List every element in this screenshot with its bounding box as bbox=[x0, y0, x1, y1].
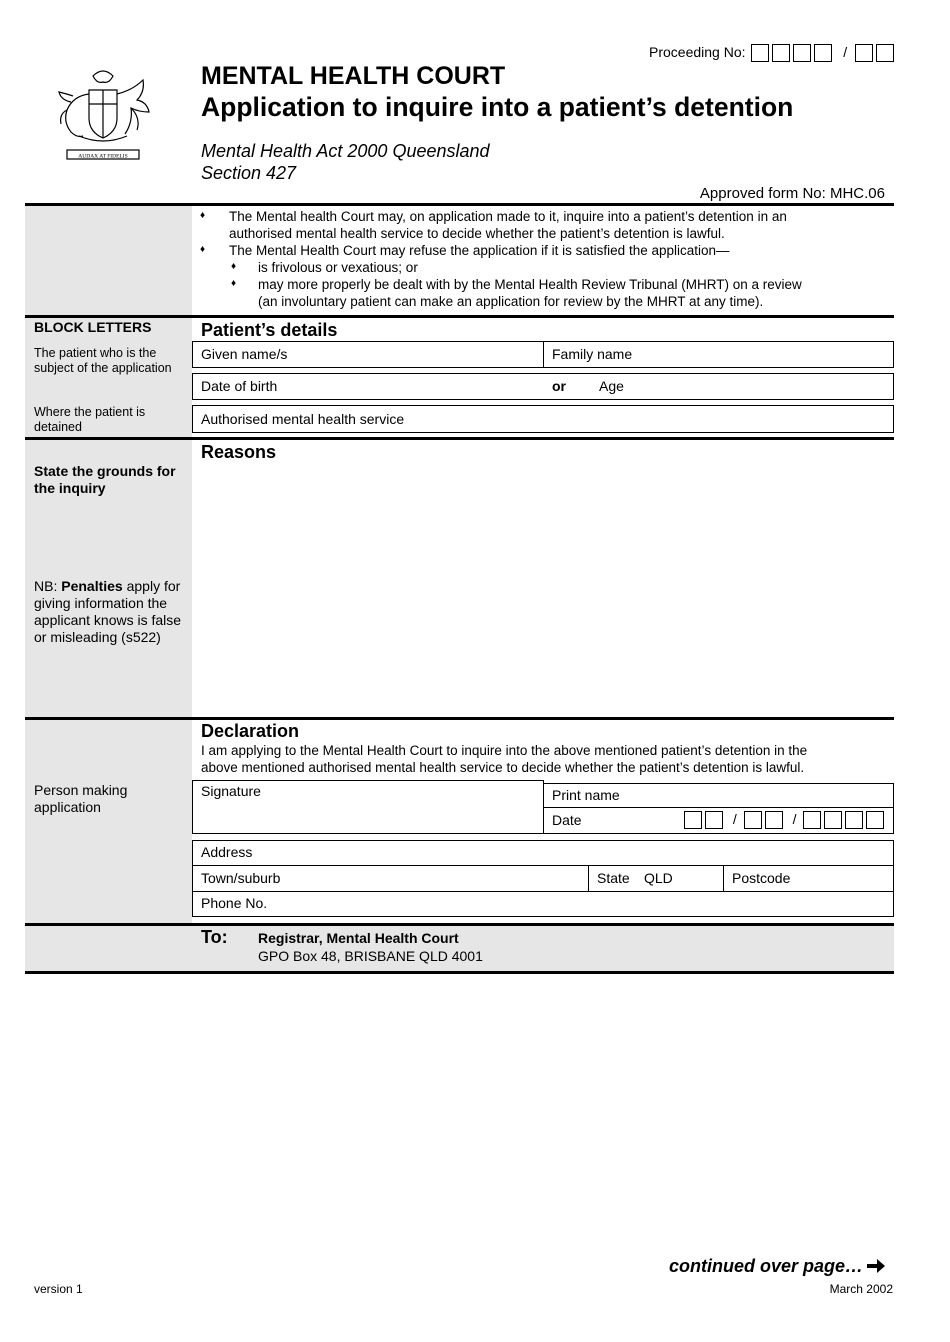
proceeding-box[interactable] bbox=[876, 44, 894, 62]
date-digit-box[interactable] bbox=[744, 811, 762, 829]
date-digit-box[interactable] bbox=[866, 811, 884, 829]
intro-bullet-line: is frivolous or vexatious; or bbox=[258, 260, 418, 275]
continued-note bbox=[600, 1256, 886, 1277]
mental-health-service-label: Authorised mental health service bbox=[201, 411, 405, 427]
diamond-bullet-icon: ♦ bbox=[231, 278, 237, 289]
print-name-label: Print name bbox=[552, 787, 620, 803]
phone-label: Phone No. bbox=[201, 895, 268, 911]
version-label: version 1 bbox=[34, 1282, 83, 1296]
divider bbox=[25, 971, 894, 974]
date-digit-box[interactable] bbox=[803, 811, 821, 829]
signature-label: Signature bbox=[201, 783, 261, 799]
to-label: To: bbox=[201, 927, 228, 947]
date-boxes bbox=[684, 811, 887, 829]
nb-label: NB: bbox=[34, 578, 58, 594]
crest-motto: AUDAX AT FIDELIS bbox=[78, 153, 128, 160]
declaration-line: above mentioned authorised mental health service to decide whether the patient’s detention is lawful. bbox=[201, 760, 805, 775]
reasons-title: Reasons bbox=[201, 442, 277, 462]
continued-text: continued over page… bbox=[668, 1256, 863, 1276]
person-making-application-note: Person making application bbox=[34, 782, 128, 815]
proceeding-number bbox=[649, 42, 897, 62]
town-suburb-field[interactable] bbox=[192, 865, 589, 892]
family-name-field[interactable] bbox=[543, 341, 894, 368]
declaration-title: Declaration bbox=[201, 721, 300, 741]
or-label: or bbox=[552, 378, 566, 394]
footer-date: March 2002 bbox=[829, 1282, 893, 1296]
patient-detained-note: Where the patient is detained bbox=[34, 405, 146, 434]
date-digit-box[interactable] bbox=[684, 811, 702, 829]
print-name-field[interactable] bbox=[543, 783, 894, 808]
date-digit-box[interactable] bbox=[705, 811, 723, 829]
penalties-text: apply for giving information the applicant knows is false or misleading (s522) bbox=[34, 578, 182, 645]
patient-subject-note: The patient who is the subject of the application bbox=[34, 346, 172, 375]
block-letters-note: BLOCK LETTERS bbox=[34, 319, 152, 335]
penalties-label: Penalties bbox=[61, 578, 123, 594]
postcode-field[interactable] bbox=[723, 865, 894, 892]
reasons-textarea[interactable] bbox=[193, 466, 893, 716]
declaration-text bbox=[201, 742, 891, 776]
penalties-note bbox=[34, 578, 184, 646]
given-name-label: Given name/s bbox=[201, 346, 288, 362]
to-recipient: Registrar, Mental Health Court bbox=[258, 930, 459, 946]
date-digit-box[interactable] bbox=[845, 811, 863, 829]
proceeding-separator: / bbox=[843, 44, 848, 60]
address-label: Address bbox=[201, 844, 253, 860]
to-address: GPO Box 48, BRISBANE QLD 4001 bbox=[258, 948, 483, 964]
side-panel bbox=[25, 206, 192, 315]
proceeding-label: Proceeding No: bbox=[649, 44, 746, 60]
proceeding-box[interactable] bbox=[814, 44, 832, 62]
date-separator: / bbox=[732, 811, 737, 827]
proceeding-box[interactable] bbox=[751, 44, 769, 62]
given-name-field[interactable] bbox=[192, 341, 544, 368]
address-field[interactable] bbox=[192, 840, 894, 866]
state-value: QLD bbox=[644, 870, 673, 886]
date-label: Date bbox=[552, 812, 582, 828]
intro-bullet-line: authorised mental health service to decide whether the patient’s detention is lawful. bbox=[229, 226, 725, 241]
act-section: Section 427 bbox=[201, 163, 297, 183]
court-heading: MENTAL HEALTH COURT bbox=[201, 62, 506, 90]
proceeding-box[interactable] bbox=[855, 44, 873, 62]
date-of-birth-label: Date of birth bbox=[201, 378, 278, 394]
diamond-bullet-icon: ♦ bbox=[200, 210, 206, 221]
coat-of-arms bbox=[53, 66, 153, 164]
postcode-label: Postcode bbox=[732, 870, 791, 886]
intro-bullet-text bbox=[229, 242, 889, 259]
intro-bullet-line: (an involuntary patient can make an application for review by the MHRT at any time). bbox=[258, 294, 764, 309]
form-title: Application to inquire into a patient’s detention bbox=[201, 92, 794, 122]
intro-bullet-line: The Mental Health Court may refuse the application if it is satisfied the application— bbox=[229, 243, 730, 258]
phone-field[interactable] bbox=[192, 891, 894, 917]
act-name: Mental Health Act 2000 Queensland bbox=[201, 141, 490, 161]
declaration-line: I am applying to the Mental Health Court to inquire into the above mentioned patient’s detention in the bbox=[201, 743, 808, 758]
intro-bullet-line: may more properly be dealt with by the Mental Health Review Tribunal (MHRT) on a review bbox=[258, 277, 802, 292]
intro-bullet-text bbox=[229, 208, 889, 242]
date-digit-box[interactable] bbox=[765, 811, 783, 829]
proceeding-box[interactable] bbox=[772, 44, 790, 62]
town-suburb-label: Town/suburb bbox=[201, 870, 281, 886]
intro-sub-bullet-text bbox=[258, 276, 888, 310]
signature-field[interactable] bbox=[192, 780, 544, 834]
date-field[interactable] bbox=[543, 807, 894, 834]
diamond-bullet-icon: ♦ bbox=[231, 261, 237, 272]
grounds-note: State the grounds for the inquiry bbox=[34, 463, 176, 496]
intro-sub-bullet-text bbox=[258, 259, 888, 276]
proceeding-box[interactable] bbox=[793, 44, 811, 62]
approved-form-number: Approved form No: MHC.06 bbox=[699, 185, 885, 202]
right-arrow-icon bbox=[866, 1258, 886, 1274]
mental-health-service-field[interactable] bbox=[192, 405, 894, 433]
state-field[interactable] bbox=[588, 865, 724, 892]
date-digit-box[interactable] bbox=[824, 811, 842, 829]
side-panel bbox=[25, 720, 192, 923]
date-of-birth-field[interactable] bbox=[192, 373, 894, 400]
patient-details-title: Patient’s details bbox=[201, 320, 338, 340]
family-name-label: Family name bbox=[552, 346, 633, 362]
intro-bullet-line: The Mental health Court may, on application made to it, inquire into a patient’s detention in an bbox=[229, 209, 787, 224]
state-label: State bbox=[597, 870, 630, 886]
date-separator: / bbox=[792, 811, 797, 827]
age-label: Age bbox=[599, 378, 624, 394]
diamond-bullet-icon: ♦ bbox=[200, 244, 206, 255]
queensland-coat-of-arms-icon bbox=[53, 66, 153, 164]
